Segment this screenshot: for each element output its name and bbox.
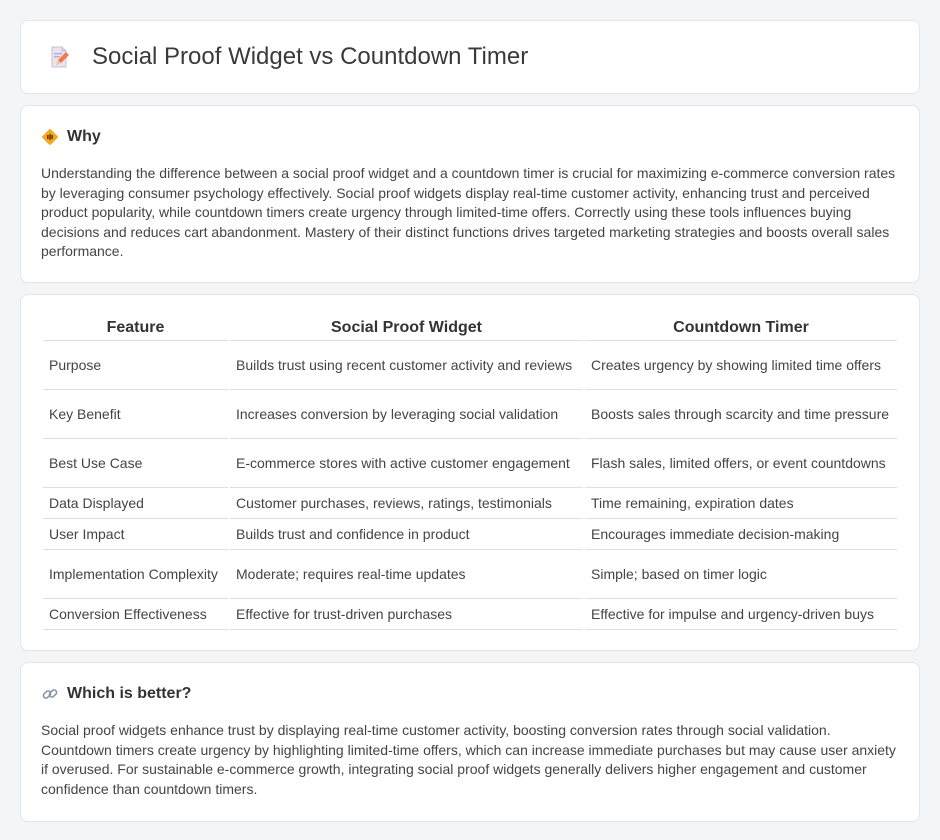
why-heading [41,128,899,146]
table-cell: Time remaining, expiration dates [585,488,897,519]
table-row [43,390,897,439]
better-text: Social proof widgets enhance trust by displaying real-time customer activity, boosting conversion rates through social validation. Countdown timers create urgency by highlighting limited-time offers, which can increase immediate purchases but may cause user anxiety if overused. For sustainable e-commerce growth, integrating social proof widgets generally delivers higher engagement and customer confidence than countdown timers. [41,722,896,797]
table-header-row [43,315,897,341]
header-social-proof: Social Proof Widget [230,315,583,341]
table-cell: E-commerce stores with active customer engagement [230,439,583,488]
table-row [43,519,897,550]
table-cell: Effective for trust-driven purchases [230,599,583,630]
table-cell: Increases conversion by leveraging social validation [230,390,583,439]
why-section [20,105,920,283]
why-title: Why [67,128,101,145]
table-cell: Customer purchases, reviews, ratings, testimonials [230,488,583,519]
table-cell: Key Benefit [43,390,228,439]
link-icon [41,685,59,703]
table-cell: Effective for impulse and urgency-driven buys [585,599,897,630]
table-row [43,341,897,390]
why-text: Understanding the difference between a social proof widget and a countdown timer is crucial for maximizing e-commerce conversion rates by leveraging consumer psychology effectively. Social proof widgets display real-time customer activity, enhancing trust and perceived product popularity, while countdown timers create urgency through limited-time offers. Correctly using these tools influences buying decisions and reduces cart abandonment. Mastery of their distinct functions drives targeted marketing strategies and boosts overall sales performance. [41,165,896,259]
table-cell: Purpose [43,341,228,390]
header-countdown: Countdown Timer [585,315,897,341]
which-is-better-section [20,662,920,822]
table-row [43,550,897,599]
pencil-document-icon [47,45,71,69]
table-cell: Flash sales, limited offers, or event countdowns [585,439,897,488]
header-card [20,20,920,94]
table-row [43,439,897,488]
table-cell: User Impact [43,519,228,550]
comparison-table [41,315,899,630]
table-cell: Simple; based on timer logic [585,550,897,599]
table-cell: Conversion Effectiveness [43,599,228,630]
comparison-table-card [20,294,920,651]
better-heading [41,685,899,703]
table-cell: Builds trust and confidence in product [230,519,583,550]
table-row [43,599,897,630]
table-cell: Creates urgency by showing limited time offers [585,341,897,390]
diamond-sign-icon [41,128,59,146]
table-cell: Builds trust using recent customer activity and reviews [230,341,583,390]
table-cell: Best Use Case [43,439,228,488]
table-cell: Encourages immediate decision-making [585,519,897,550]
table-cell: Implementation Complexity [43,550,228,599]
table-cell: Moderate; requires real-time updates [230,550,583,599]
table-cell: Boosts sales through scarcity and time pressure [585,390,897,439]
table-row [43,488,897,519]
page-title: Social Proof Widget vs Countdown Timer [92,43,529,70]
header-feature: Feature [43,315,228,341]
table-cell: Data Displayed [43,488,228,519]
better-title: Which is better? [67,685,192,702]
